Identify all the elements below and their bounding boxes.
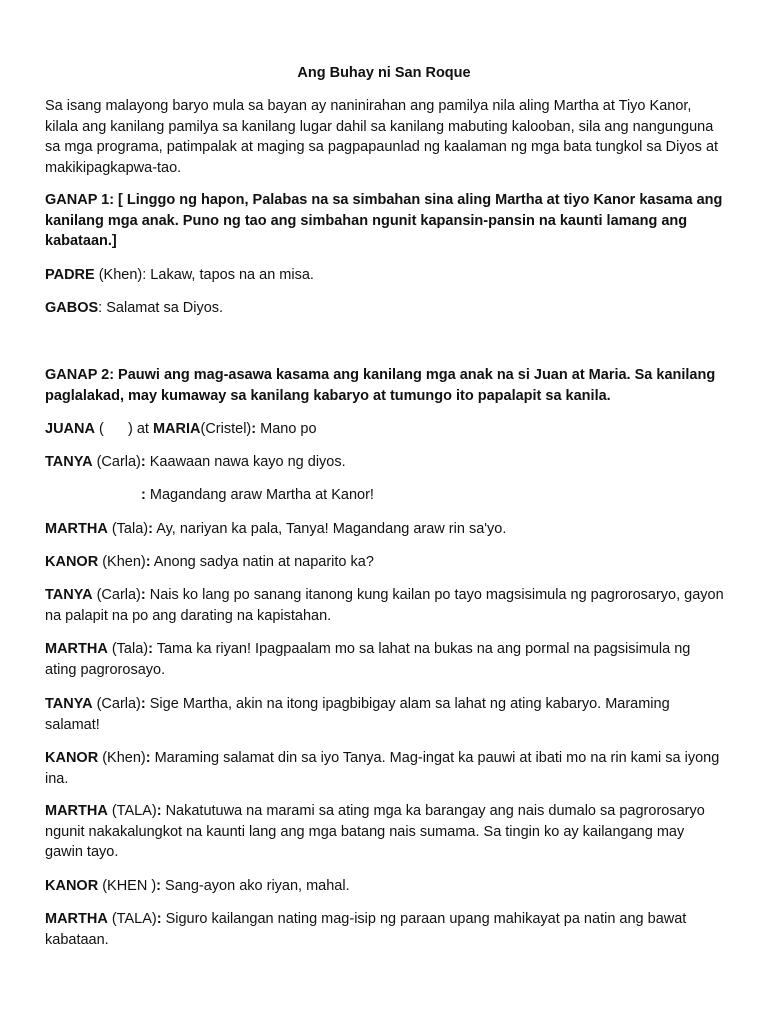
actor-name: (Carla) (92, 454, 141, 470)
actor-name: (TALA) (107, 911, 157, 927)
dialogue-line (45, 748, 725, 789)
line-text: Maraming salamat din sa iyo Tanya. Mag-ingat ka pauwi at ibati mo na rin kami sa iyong ina. (45, 750, 720, 787)
line-colon: : (251, 421, 257, 437)
dialogue-line (45, 585, 725, 626)
intro-paragraph: Sa isang malayong baryo mula sa bayan ay naninirahan ang pamilya nila aling Martha at Tiyo Kanor, kilala ang kanilang pamilya sa kanilang lugar dahil sa kanilang mabuting kalooban, sila ang nangunguna sa mga programa, patimpalak at maging sa pagpapaunlad ng kaalaman ng mga bata tungkol sa Diyos at makikipagkapwa-tao. (45, 98, 719, 176)
actor-name: ( ) at (94, 421, 153, 437)
dialogue-line (45, 519, 725, 540)
dialogue-line (45, 452, 725, 473)
line-text: Sang-ayon ako riyan, mahal. (161, 878, 350, 894)
speaker-name: MARTHA (45, 803, 108, 819)
speaker-name: MARTHA (45, 641, 108, 657)
speaker-name: PADRE (45, 267, 95, 283)
line-colon: : (156, 878, 162, 894)
speaker-name: KANOR (45, 554, 99, 570)
dialogue-line (45, 265, 725, 286)
speaker-name: MARTHA (45, 521, 108, 537)
document-title: Ang Buhay ni San Roque (297, 65, 471, 81)
dialogue-line (141, 485, 721, 506)
line-text: Ay, nariyan ka pala, Tanya! Magandang araw rin sa'yo. (152, 521, 507, 537)
actor-name-2: (Cristel) (200, 421, 252, 437)
line-text: Magandang araw Martha at Kanor! (145, 487, 374, 503)
line-colon: : (141, 487, 146, 503)
scene-1-direction: GANAP 1: [ Linggo ng hapon, Palabas na sa simbahan sina aling Martha at tiyo Kanor kasama ang kanilang mga anak. Puno ng tao ang simbahan ngunit kapansin-pansin na kaunti lamang ang kabataan.] (45, 192, 723, 249)
dialogue-line (45, 298, 725, 319)
speaker-name-2: MARIA (152, 421, 201, 437)
scene-2-direction: GANAP 2: Pauwi ang mag-asawa kasama ang kanilang mga anak na si Juan at Maria. Sa kanilang paglalakad, may kumaway sa kanilang kabaryo at tumungo ito papalapit sa kanila. (45, 367, 716, 404)
dialogue-line (45, 552, 725, 573)
line-colon: : (98, 300, 103, 316)
dialogue-line (45, 876, 725, 897)
line-colon: : (145, 554, 151, 570)
speaker-name: MARTHA (45, 911, 108, 927)
dialogue-line (45, 694, 725, 735)
actor-name: (KHEN ) (98, 878, 157, 894)
actor-name: (Tala) (107, 641, 149, 657)
line-colon: : (145, 750, 151, 766)
line-text: Anong sadya natin at naparito ka? (150, 554, 374, 570)
line-text: Salamat sa Diyos. (102, 300, 224, 316)
actor-name: (Khen) (98, 750, 146, 766)
actor-name: (Khen) (98, 554, 146, 570)
line-colon: : (156, 911, 162, 927)
line-text: Kaawaan nawa kayo ng diyos. (145, 454, 346, 470)
actor-name: (Carla) (92, 696, 141, 712)
line-colon: : (140, 587, 146, 603)
dialogue-line (45, 909, 725, 950)
speaker-name: KANOR (45, 878, 99, 894)
speaker-name: KANOR (45, 750, 99, 766)
line-colon: : (148, 521, 153, 537)
dialogue-line (45, 801, 725, 863)
speaker-name: TANYA (45, 454, 93, 470)
line-colon: : (140, 696, 146, 712)
actor-name: (TALA) (107, 803, 157, 819)
actor-name: (Tala) (107, 521, 149, 537)
line-text: Nakatutuwa na marami sa ating mga ka barangay ang nais dumalo sa pagrorosaryo ngunit nakakalungkot na kaunti lang ang mga batang nais sumama. Sa tingin ko ay kailangang may gawin tayo. (45, 803, 705, 860)
actor-name: (Khen) (94, 267, 143, 283)
line-text: Siguro kailangan nating mag-isip ng paraan upang mahikayat pa natin ang bawat kabataan. (45, 911, 687, 948)
speaker-name: TANYA (45, 587, 93, 603)
dialogue-line (45, 419, 725, 440)
line-colon: : (140, 454, 146, 470)
line-colon: : (142, 267, 147, 283)
speaker-name: TANYA (45, 696, 93, 712)
line-text: Tama ka riyan! Ipagpaalam mo sa lahat na bukas na ang pormal na pagsisimula ng ating pagrorosayo. (45, 641, 691, 678)
line-colon: : (156, 803, 162, 819)
speaker-name: GABOS (45, 300, 99, 316)
line-text: Nais ko lang po sanang itanong kung kailan po tayo magsisimula ng pagrorosaryo, gayon na palapit na po ang darating na kapistahan. (45, 587, 724, 624)
actor-name: (Carla) (92, 587, 141, 603)
speaker-name: JUANA (45, 421, 95, 437)
line-colon: : (148, 641, 153, 657)
line-text: Sige Martha, akin na itong ipagbibigay alam sa lahat ng ating kabaryo. Maraming salamat! (45, 696, 670, 733)
dialogue-line (45, 639, 725, 680)
line-text: Mano po (256, 421, 317, 437)
line-text: Lakaw, tapos na an misa. (146, 267, 314, 283)
